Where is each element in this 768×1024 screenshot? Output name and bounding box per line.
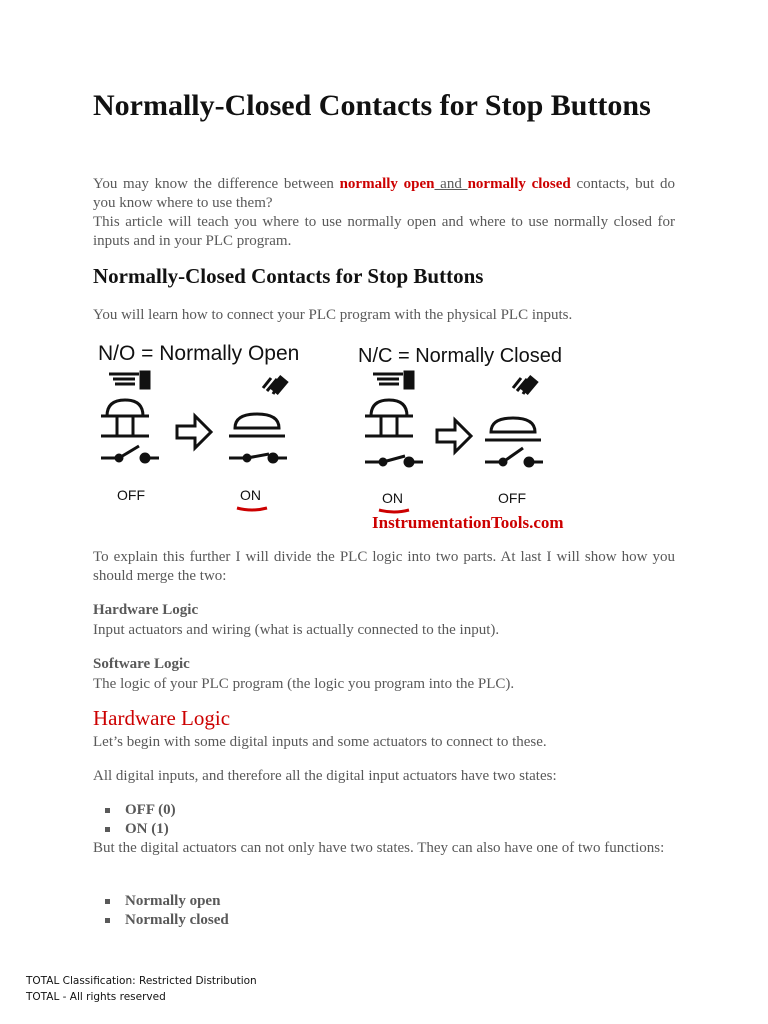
pointing-hand-icon: [109, 372, 149, 388]
nc-on-switch: [485, 418, 543, 466]
list-item-label: OFF (0): [125, 802, 176, 818]
intro-paragraph-2: This article will teach you where to use normally open and where to use normally closed for inputs and in your PLC program.: [93, 214, 675, 249]
nc-off-switch: [365, 400, 423, 466]
no-on-label: ON: [240, 487, 261, 503]
learn-paragraph: You will learn how to connect your PLC program with the physical PLC inputs.: [93, 307, 573, 323]
list-item: [105, 820, 169, 839]
pressing-hand-icon: [263, 377, 287, 394]
software-logic-text: The logic of your PLC program (the logic you program into the PLC).: [93, 676, 515, 692]
no-on-switch: [229, 414, 287, 462]
normally-closed-link[interactable]: normally closed: [467, 176, 571, 192]
explain-paragraph: To explain this further I will divide the PLC logic into two parts. At last I will show how you should merge the two:: [93, 549, 675, 584]
section-subtitle: Normally-Closed Contacts for Stop Buttons: [93, 264, 484, 288]
no-off-label: OFF: [117, 487, 145, 503]
hardware-logic-heading: Hardware Logic: [93, 706, 231, 730]
nc-title: N/C = Normally Closed: [358, 345, 562, 367]
footer-rights: TOTAL - All rights reserved: [26, 991, 166, 1003]
nc-off-label: OFF: [498, 490, 526, 506]
watermark-text: InstrumentationTools.com: [372, 513, 564, 532]
page-title: Normally-Closed Contacts for Stop Buttons: [93, 89, 651, 122]
bullet-icon: [105, 899, 110, 904]
red-underline: [237, 508, 267, 510]
intro-text-end: contacts, but do you know where to use them?: [93, 176, 675, 211]
intro-text: You may know the difference between: [93, 176, 340, 192]
hardware-logic-text: Input actuators and wiring (what is actually connected to the input).: [93, 622, 500, 638]
list-item: [105, 892, 220, 911]
nc-on-label: ON: [382, 490, 403, 506]
bullet-icon: [105, 808, 110, 813]
functions-paragraph: But the digital actuators can not only have two states. They can also have one of two functions:: [93, 840, 665, 856]
list-item: [105, 801, 176, 820]
pointing-hand-icon: [373, 372, 413, 388]
no-title: N/O = Normally Open: [98, 342, 300, 365]
normally-open-link[interactable]: normally open: [339, 176, 435, 192]
red-underline: [379, 510, 409, 512]
arrow-right-icon: [437, 420, 471, 452]
arrow-right-icon: [177, 416, 211, 448]
bullet-icon: [105, 918, 110, 923]
and-link[interactable]: and: [434, 176, 468, 192]
bullet-icon: [105, 827, 110, 832]
list-item-label: Normally open: [125, 893, 221, 909]
pressing-hand-icon: [513, 377, 537, 394]
list-item-label: ON (1): [125, 821, 169, 837]
begin-paragraph: Let’s begin with some digital inputs and some actuators to connect to these.: [93, 734, 547, 750]
list-item-label: Normally closed: [125, 912, 229, 928]
contact-diagram: [95, 336, 615, 536]
hardware-logic-head: Hardware Logic: [93, 602, 199, 618]
software-logic-head: Software Logic: [93, 656, 190, 672]
intro-paragraph-1: [93, 175, 675, 213]
states-paragraph: All digital inputs, and therefore all the digital input actuators have two states:: [93, 768, 557, 784]
no-off-switch: [101, 400, 159, 462]
footer-classification: TOTAL Classification: Restricted Distribution: [26, 975, 257, 987]
list-item: [105, 911, 229, 930]
